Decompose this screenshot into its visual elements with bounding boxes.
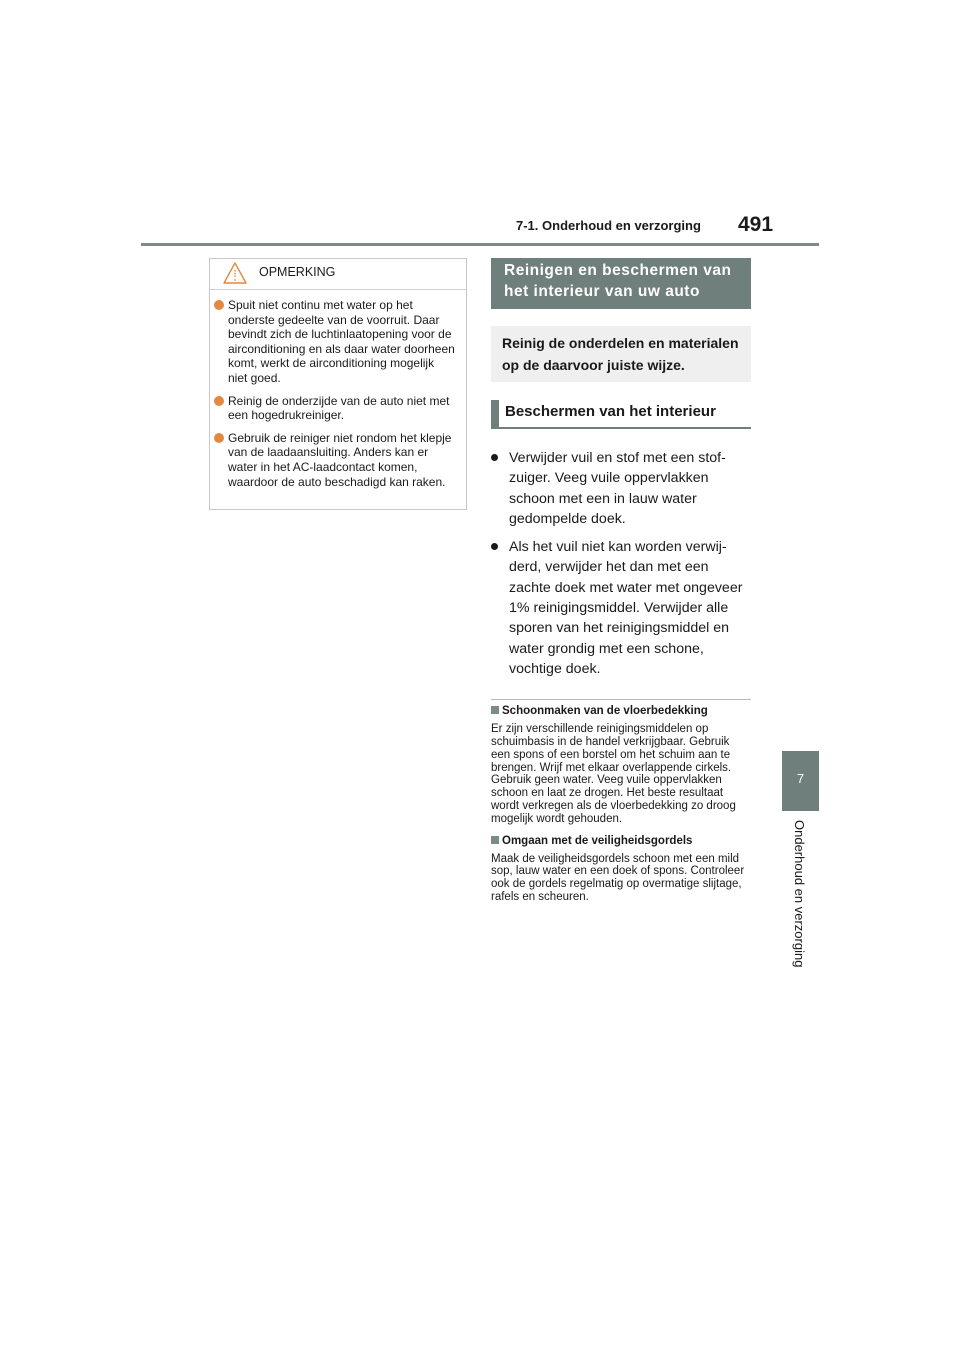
page-number: 491 xyxy=(738,213,774,236)
note-title xyxy=(491,704,751,719)
note-title xyxy=(491,834,751,849)
notice-box xyxy=(209,258,467,510)
notice-item xyxy=(210,394,466,423)
notice-item xyxy=(210,431,466,489)
chapter-label: Onderhoud en verzorging xyxy=(792,820,807,968)
warning-triangle-icon xyxy=(222,261,248,285)
header-rule xyxy=(141,243,819,246)
subsection-title: Beschermen van het interieur xyxy=(491,400,751,429)
list-item xyxy=(491,448,751,529)
notice-title: OPMERKING xyxy=(259,265,336,279)
bullet-icon xyxy=(214,300,224,310)
bullet-icon xyxy=(491,454,498,461)
section-title: Reinigen en beschermen van het interieur van uw auto xyxy=(491,258,751,309)
list-item-text: Verwijder vuil en stof met een stofzuiger. Veeg vuile oppervlakken schoon met een in lauw water gedompelde doek. xyxy=(509,450,726,527)
note-text: Maak de veiligheidsgordels schoon met een mild sop, lauw water en een doek of spons. Controleer ook de gordels regelmatig op overmatige slijtage, rafels en scheuren. xyxy=(491,852,745,904)
notice-header xyxy=(210,259,466,290)
section-header: 7-1. Onderhoud en verzorging xyxy=(516,218,701,233)
bullet-icon xyxy=(491,543,498,550)
note-title-text: Omgaan met de veiligheidsgordels xyxy=(502,834,693,847)
chapter-number: 7 xyxy=(796,771,805,786)
list-item xyxy=(491,537,751,679)
notice-item-text: Reinig de onderzijde van de auto niet met een hogedrukreiniger. xyxy=(228,393,450,423)
square-bullet-icon xyxy=(491,836,499,844)
note-text: Er zijn verschillende reinigingsmiddelen op schuimbasis in de handel verkrijgbaar. Gebruik een spons of een borstel om het schuim aan te brengen. Wrijf met elkaar overlappende cirkels. Gebruik geen water. Veeg vuile oppervlakken schoon en laat ze drogen. Het beste resultaat wordt verkregen als de vloerbedekking zo droog mogelijk wordt gehouden. xyxy=(491,723,736,825)
note-title-text: Schoonmaken van de vloerbedekking xyxy=(502,705,708,718)
intro-box: Reinig de onderdelen en materialen op de daarvoor juiste wijze. xyxy=(491,326,751,382)
bullet-icon xyxy=(214,433,224,443)
bullet-icon xyxy=(214,396,224,406)
list-item-text: Als het vuil niet kan worden verwijderd, verwijder het dan met een zachte doek met water met ongeveer 1% reinigingsmiddel. Verwijder alle sporen van het reinigingsmiddel en water grondig met een schone, vochtige doek. xyxy=(509,539,743,677)
square-bullet-icon xyxy=(491,706,499,714)
notice-item-text: Gebruik de reiniger niet rondom het klepje van de laadaansluiting. Anders kan er water in het AC-laadcontact komen, waardoor de auto beschadigd kan raken. xyxy=(228,430,452,489)
notice-item-text: Spuit niet continu met water op het onderste gedeelte van de voorruit. Daar bevindt zich de luchtinlaatopening voor de airconditioning en als daar water doorheen komt, werkt de airconditioning mogelijk niet goed. xyxy=(228,298,455,385)
bullet-list xyxy=(491,448,751,679)
chapter-tab[interactable] xyxy=(782,751,819,811)
main-column xyxy=(491,258,751,904)
notice-item xyxy=(210,298,466,386)
divider xyxy=(491,699,751,700)
